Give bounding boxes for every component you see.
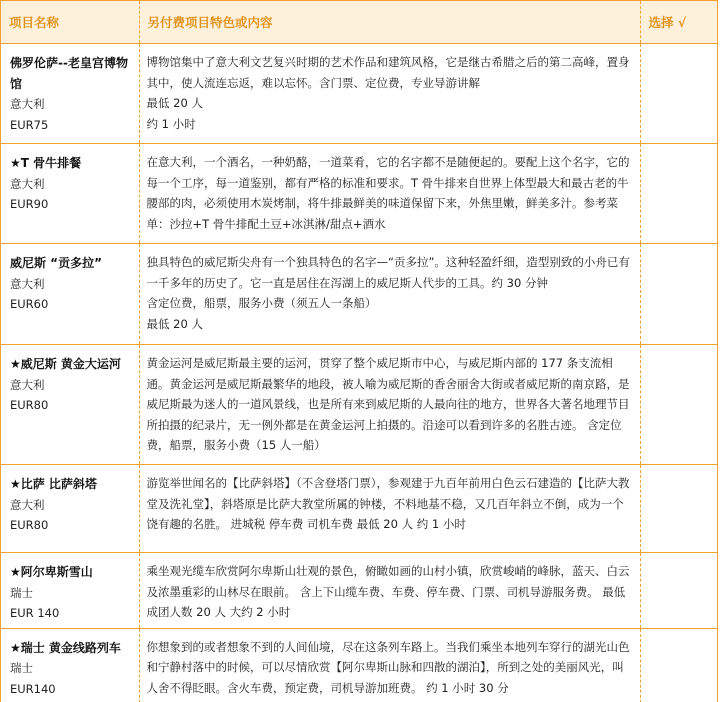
description-line: 你想象到的或者想象不到的人间仙境，尽在这条列车路上。当我们乘坐本地列车穿行的湖光山色和宁静村落中的时候，可以尽情欣赏【阿尔卑斯山脉和四散的湖泊】，所到之处的美丽风光，叫人舍不得眨眼。含火车费，预定费，司机导游加班费。 约 1 小时 30 分	[146, 639, 630, 695]
select-cell[interactable]	[640, 244, 717, 345]
project-name-cell	[1, 628, 139, 702]
project-name: ★T 骨牛排餐	[10, 156, 82, 170]
select-cell[interactable]	[640, 553, 717, 629]
project-description-cell	[139, 628, 640, 702]
header-project-name: 项目名称	[1, 1, 139, 44]
description-line: 博物馆集中了意大利文艺复兴时期的艺术作品和建筑风格，它是继古希腊之后的第二高峰，置身其中，使人流连忘返，难以忘怀。含门票、定位费，专业导游讲解	[146, 55, 630, 90]
project-name: ★比萨 比萨斜塔	[10, 477, 97, 491]
project-name: ★瑞士 黄金线路列车	[10, 640, 121, 655]
project-name-cell	[1, 244, 139, 345]
project-price: EUR60	[10, 297, 49, 312]
select-cell[interactable]	[640, 144, 717, 244]
project-country: 意大利	[10, 377, 45, 392]
project-description-cell	[139, 465, 640, 553]
table-row	[1, 553, 717, 629]
table-row	[1, 244, 717, 345]
project-price: EUR80	[10, 398, 49, 413]
description-line: 独具特色的威尼斯尖舟有一个独具特色的名字—“贡多拉”。这种轻盈纤细，造型别致的小舟已有一千多年的历史了。它一直是居住在泻湖上的威尼斯人代步的工具。约 30 分钟	[146, 255, 630, 290]
description-line: 游览举世闻名的【比萨斜塔】（不含登塔门票），参观建于九百年前用白色云石建造的【比萨大教堂及洗礼堂】，斜塔原是比萨大教堂所属的钟楼，不料地基不稳，又几百年斜立不倒，成为一个饶有趣的名胜。 进城税 停车费 司机车费 最低 20 人 约 1 小时	[146, 476, 630, 532]
project-country: 意大利	[10, 276, 45, 291]
project-description-cell	[139, 345, 640, 465]
project-country: 意大利	[10, 176, 45, 191]
header-description: 另付费项目特色或内容	[139, 1, 640, 44]
description-line: 黄金运河是威尼斯最主要的运河，贯穿了整个威尼斯市中心，与威尼斯内部的 177 条支流相通。黄金运河是威尼斯最繁华的地段，被人喻为威尼斯的香舍丽舍大街或者威尼斯的南京路，是威尼斯最为迷人的一道风景线，也是所有来到威尼斯的人最向往的地方，世界各大著名地理节目所拍摄的纪录片，无一例外都是在黄金运河上拍摄的。沿途可以看到许多的名胜古迹。 含定位费，船票，服务小费（15 人一船）	[146, 356, 630, 453]
project-country: 意大利	[10, 97, 45, 112]
project-country: 瑞士	[10, 661, 33, 676]
table-row	[1, 144, 717, 244]
project-country: 意大利	[10, 497, 45, 512]
project-description-cell	[139, 144, 640, 244]
project-name: 佛罗伦萨--老皇宫博物馆	[10, 56, 128, 91]
description-line: 最低 20 人	[146, 96, 203, 111]
description-line: 乘坐观光缆车欣赏阿尔卑斯山壮观的景色，俯瞰如画的山村小镇，欣赏峻峭的峰脉，蓝天、白云及浓墨重彩的山林尽在眼前。 含上下山缆车费、车费、停车费、门票、司机导游服务费。 最低成团人数 20 人 大约 2 小时	[146, 564, 630, 620]
project-country: 瑞士	[10, 585, 33, 600]
project-name: ★威尼斯 黄金大运河	[10, 357, 121, 371]
project-name-cell	[1, 553, 139, 629]
table-row	[1, 44, 717, 144]
project-price: EUR140	[10, 681, 56, 696]
table-row	[1, 345, 717, 465]
project-description-cell	[139, 44, 640, 144]
project-name: ★阿尔卑斯雪山	[10, 565, 93, 579]
table-row	[1, 628, 717, 702]
project-description-cell	[139, 553, 640, 629]
select-cell[interactable]	[640, 345, 717, 465]
project-description-cell	[139, 244, 640, 345]
project-price: EUR75	[10, 117, 49, 132]
description-line: 最低 20 人	[146, 316, 203, 331]
description-line: 在意大利，一个酒名，一种奶酪，一道菜肴，它的名字都不是随便起的。要配上这个名字，它的每一个工序，每一道鉴别，都有严格的标准和要求。T 骨牛排来自世界上体型最大和最古老的牛腰部的肉，必须使用木炭烤制，将牛排最鲜美的味道保留下来，外焦里嫩，鲜美多汁。参考菜单：沙拉+T 骨牛排配土豆+冰淇淋/甜点+酒水	[146, 155, 630, 231]
project-name-cell	[1, 44, 139, 144]
description-line: 约 1 小时	[146, 116, 196, 131]
select-cell[interactable]	[640, 44, 717, 144]
extra-activities-table	[1, 1, 717, 702]
table-row	[1, 465, 717, 553]
description-line: 含定位费，船票，服务小费（须五人一条船）	[146, 296, 377, 311]
project-price: EUR80	[10, 518, 49, 533]
header-select: 选择 √	[640, 1, 717, 44]
project-price: EUR90	[10, 197, 49, 212]
select-cell[interactable]	[640, 628, 717, 702]
project-name-cell	[1, 144, 139, 244]
project-name-cell	[1, 345, 139, 465]
project-name: 威尼斯 “贡多拉”	[10, 256, 102, 270]
project-price: EUR 140	[10, 606, 60, 621]
table-header-row	[1, 1, 717, 44]
select-cell[interactable]	[640, 465, 717, 553]
project-name-cell	[1, 465, 139, 553]
